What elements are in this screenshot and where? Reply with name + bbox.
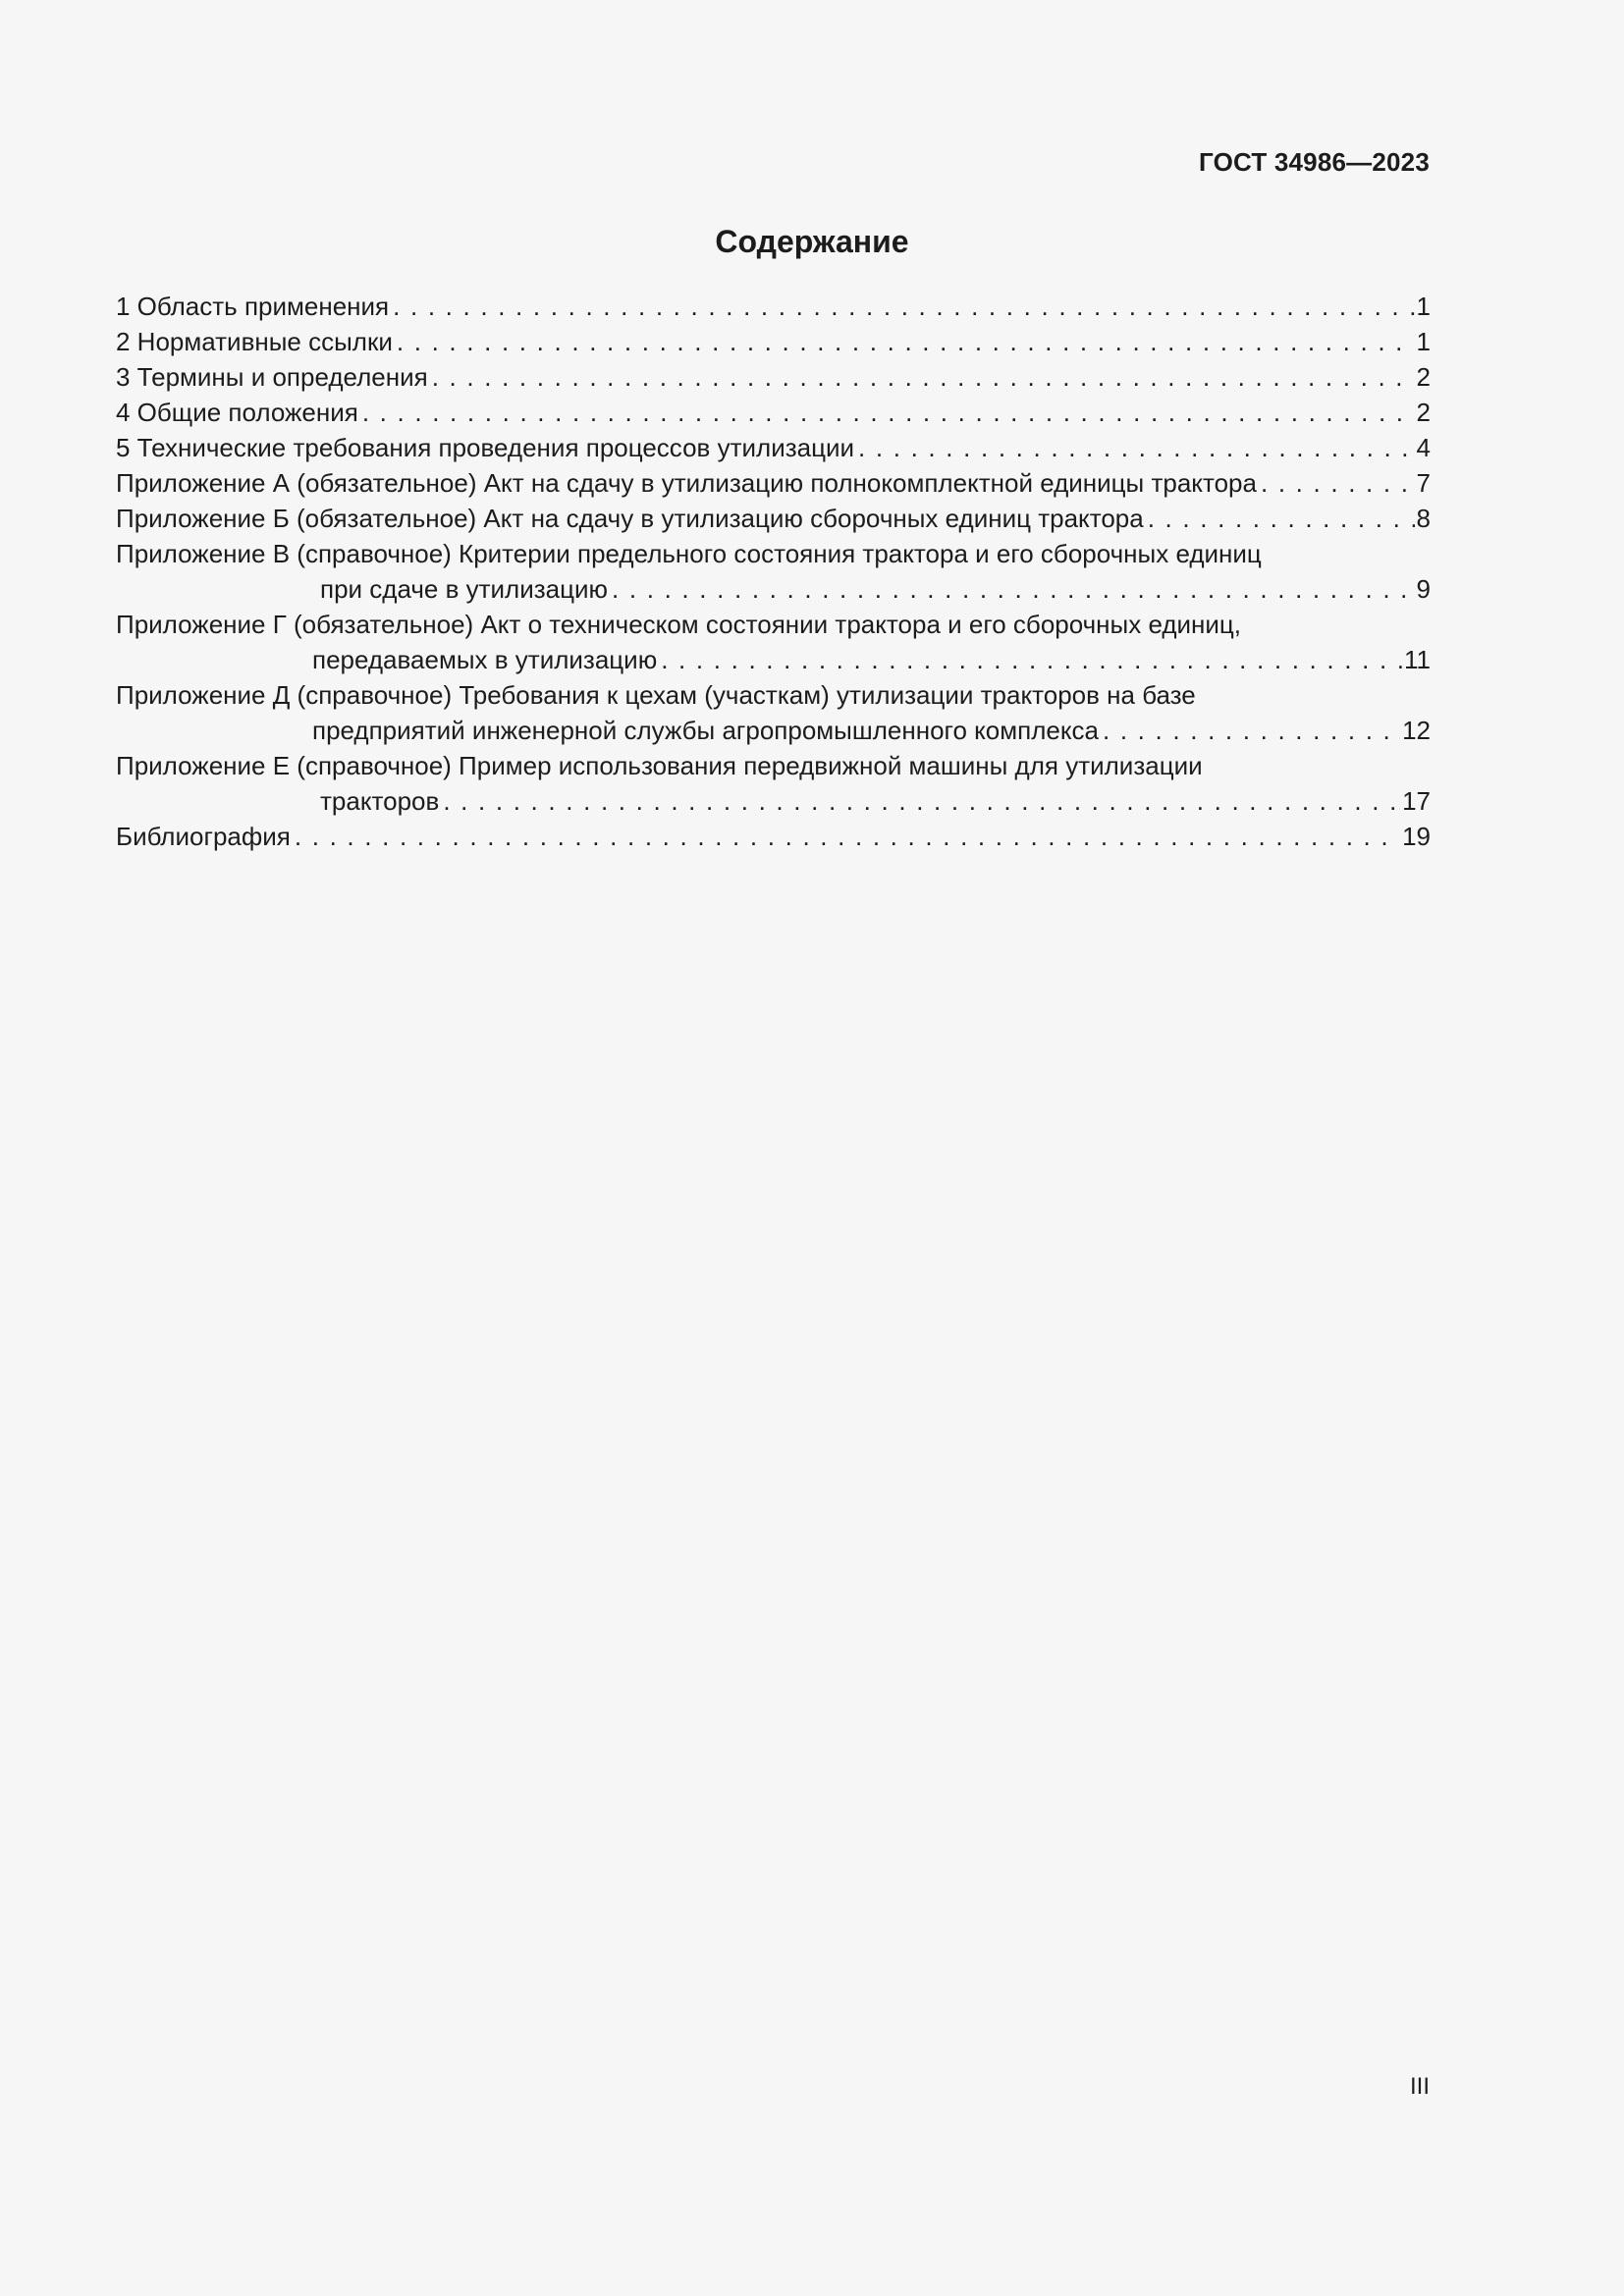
toc-entry-page: 11 — [1404, 645, 1431, 674]
toc-entry[interactable] — [116, 289, 1431, 324]
toc-entry-page: 9 — [1416, 574, 1431, 604]
toc-entry-title: 3 Термины и определения — [116, 362, 428, 392]
dot-leader — [608, 571, 1414, 607]
dot-leader — [1144, 501, 1415, 536]
toc-entry[interactable] — [116, 536, 1431, 607]
toc-entry-title: Приложение А (обязательное) Акт на сдачу в утилизацию полнокомплектной единицы трактора — [116, 468, 1257, 498]
dot-leader — [1099, 713, 1400, 748]
page-number: III — [1409, 2073, 1430, 2100]
toc-entry-title: 2 Нормативные ссылки — [116, 327, 393, 356]
toc-entry-page: 12 — [1402, 716, 1431, 745]
toc-entry-page: 1 — [1416, 327, 1431, 356]
toc-entry[interactable] — [116, 677, 1431, 748]
toc-entry[interactable] — [116, 324, 1431, 359]
toc-entry[interactable] — [116, 395, 1431, 430]
dot-leader — [657, 642, 1402, 677]
toc-entry[interactable] — [116, 501, 1431, 536]
toc-entry[interactable] — [116, 607, 1431, 677]
toc-entry-page: 17 — [1402, 786, 1431, 816]
toc-entry-page: 1 — [1416, 292, 1431, 321]
toc-entry-title: Приложение В (справочное) Критерии предельного состояния трактора и его сборочных единиц — [116, 539, 1262, 568]
toc-entry-title: Приложение Г (обязательное) Акт о техническом состоянии трактора и его сборочных единиц, — [116, 610, 1242, 639]
dot-leader — [291, 819, 1400, 854]
dot-leader — [854, 430, 1414, 465]
toc-entry-page: 19 — [1402, 822, 1431, 851]
toc-entry-title: 1 Область применения — [116, 292, 390, 321]
toc-entry-title-continuation: тракторов — [320, 786, 440, 816]
toc-entry-title: Приложение Е (справочное) Пример использования передвижной машины для утилизации — [116, 751, 1203, 780]
dot-leader — [358, 395, 1415, 430]
toc-entry[interactable] — [116, 748, 1431, 819]
toc-title: Содержание — [715, 224, 909, 259]
toc-entry-title-continuation: предприятий инженерной службы агропромышленного комплекса — [312, 716, 1099, 745]
toc-entry-page: 7 — [1416, 468, 1431, 498]
toc-entry-page: 4 — [1416, 433, 1431, 462]
toc-entry-title: Приложение Д (справочное) Требования к цехам (участкам) утилизации тракторов на базе — [116, 680, 1196, 710]
toc-entry-title: Приложение Б (обязательное) Акт на сдачу в утилизацию сборочных единиц трактора — [116, 504, 1144, 533]
toc-entry[interactable] — [116, 465, 1431, 501]
toc-entry-page: 2 — [1416, 398, 1431, 427]
dot-leader — [439, 783, 1400, 819]
toc-entry-title: 4 Общие положения — [116, 398, 358, 427]
dot-leader — [428, 359, 1415, 395]
toc-entry-page: 2 — [1416, 362, 1431, 392]
dot-leader — [1257, 465, 1415, 501]
toc-entry[interactable] — [116, 359, 1431, 395]
toc-entry[interactable] — [116, 430, 1431, 465]
document-code: ГОСТ 34986—2023 — [1199, 147, 1430, 177]
toc-entry[interactable] — [116, 819, 1431, 854]
dot-leader — [393, 324, 1415, 359]
toc-entry-page: 8 — [1416, 504, 1431, 533]
dot-leader — [389, 289, 1414, 324]
toc-entry-title: Библиография — [116, 822, 291, 851]
toc-entry-title-continuation: при сдаче в утилизацию — [320, 574, 609, 604]
toc-entry-title: 5 Технические требования проведения процессов утилизации — [116, 433, 855, 462]
table-of-contents — [116, 289, 1431, 854]
toc-entry-title-continuation: передаваемых в утилизацию — [312, 645, 658, 674]
